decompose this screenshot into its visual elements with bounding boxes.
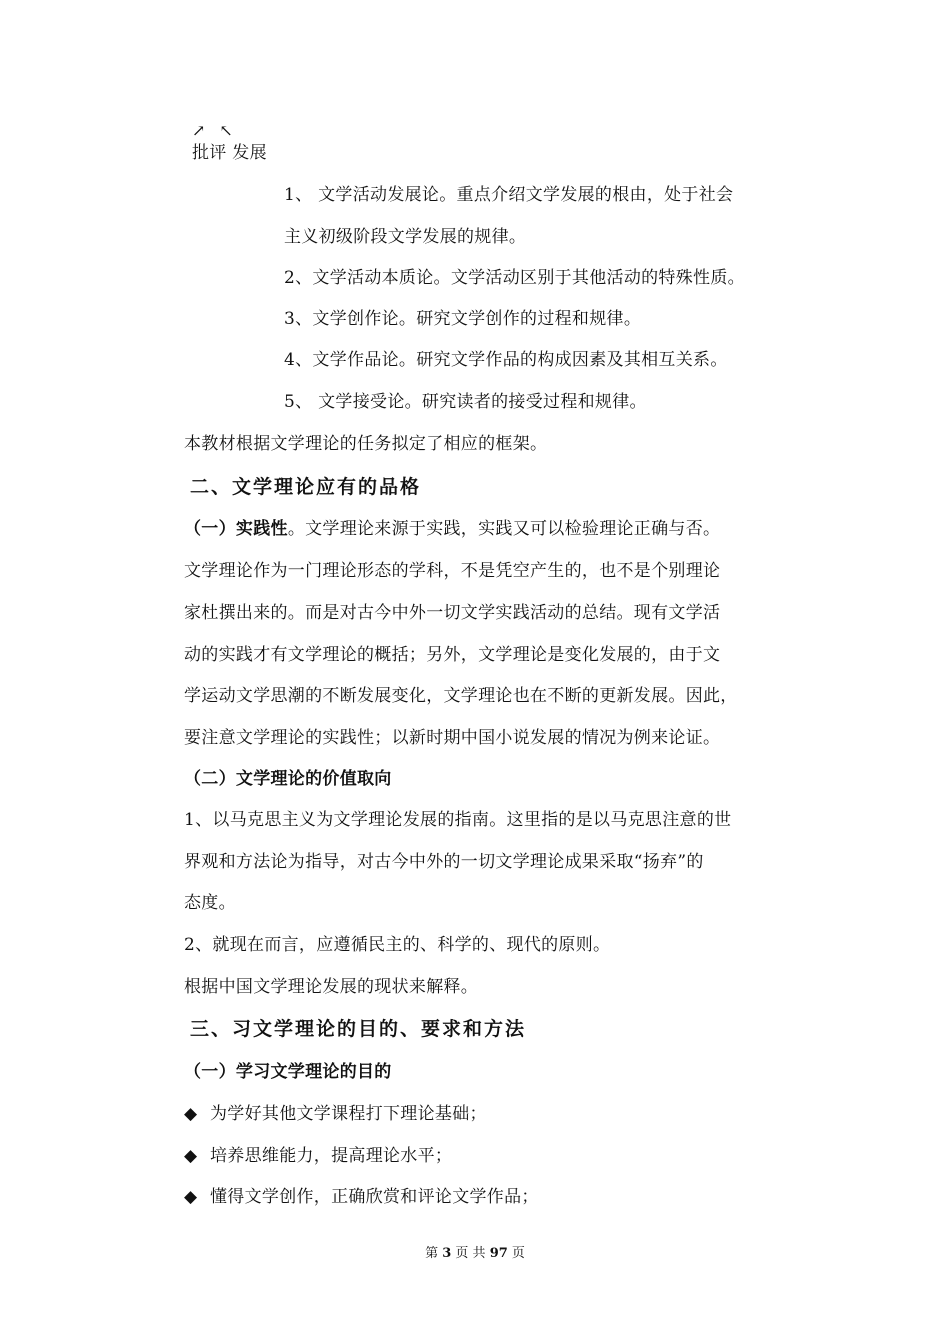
value-line-1: 1、以马克思主义为文学理论发展的指南。这里指的是以马克思注意的世 (184, 810, 732, 830)
practice-label: （一）实践性 (184, 519, 288, 539)
section-2-heading: 二、文学理论应有的品格 (190, 476, 422, 498)
diamond-bullet-icon: ◆ (184, 1146, 198, 1166)
bullet-text: 培养思维能力，提高理论水平； (210, 1146, 453, 1166)
practice-first-rest: 。文学理论来源于实践，实践又可以检验理论正确与否。 (287, 519, 721, 539)
practice-line-5: 学运动文学思潮的不断发展变化，文学理论也在不断的更新发展。因此， (184, 686, 738, 706)
value-heading: （二）文学理论的价值取向 (184, 769, 392, 789)
practice-first-line (184, 517, 720, 541)
value-line-5: 根据中国文学理论发展的现状来解释。 (184, 977, 479, 997)
task-item-1-continuation: 主义初级阶段文学发展的规律。 (284, 227, 527, 247)
practice-line-6: 要注意文学理论的实践性；以新时期中国小说发展的情况为例来论证。 (184, 728, 721, 748)
arrow-up-right-icon: ↗ (192, 121, 206, 140)
practice-line-2: 文学理论作为一门理论形态的学科，不是凭空产生的，也不是个别理论 (184, 561, 721, 581)
page-total: 97 (489, 1246, 508, 1261)
diagram-arrows (192, 122, 247, 140)
page-number: 3 (442, 1246, 452, 1261)
purpose-heading: （一）学习文学理论的目的 (184, 1062, 392, 1082)
task-item-3: 3、文学创作论。研究文学创作的过程和规律。 (284, 309, 642, 329)
section-3-heading: 三、习文学理论的目的、要求和方法 (190, 1018, 527, 1040)
task-item-5: 5、 文学接受论。研究读者的接受过程和规律。 (284, 392, 647, 412)
bullet-text: 懂得文学创作，正确欣赏和评论文学作品； (210, 1187, 539, 1207)
footer-suffix: 页 (511, 1246, 525, 1261)
bullet-text: 为学好其他文学课程打下理论基础； (210, 1104, 487, 1124)
diamond-bullet-icon: ◆ (184, 1104, 198, 1124)
diamond-bullet-icon: ◆ (184, 1187, 198, 1207)
task-item-4: 4、文学作品论。研究文学作品的构成因素及其相互关系。 (284, 350, 728, 370)
list-item (184, 1185, 539, 1209)
practice-line-4: 动的实践才有文学理论的概括；另外，文学理论是变化发展的，由于文 (184, 645, 721, 665)
task-item-1: 1、 文学活动发展论。重点介绍文学发展的根由，处于社会 (284, 185, 734, 205)
diagram-labels: 批评 发展 (192, 143, 267, 163)
footer-middle: 页 共 (455, 1246, 486, 1261)
practice-line-3: 家杜撰出来的。而是对古今中外一切文学实践活动的总结。现有文学活 (184, 603, 721, 623)
framework-note: 本教材根据文学理论的任务拟定了相应的框架。 (184, 434, 548, 454)
arrow-up-left-icon: ↖ (219, 121, 233, 140)
page-footer (0, 1246, 950, 1262)
value-line-3: 态度。 (184, 893, 236, 913)
footer-prefix: 第 (425, 1246, 439, 1261)
value-line-2: 界观和方法论为指导，对古今中外的一切文学理论成果采取“扬弃”的 (184, 852, 704, 872)
value-line-4: 2、就现在而言，应遵循民主的、科学的、现代的原则。 (184, 935, 611, 955)
list-item (184, 1144, 452, 1168)
list-item (184, 1102, 487, 1126)
task-item-2: 2、文学活动本质论。文学活动区别于其他活动的特殊性质。 (284, 268, 745, 288)
